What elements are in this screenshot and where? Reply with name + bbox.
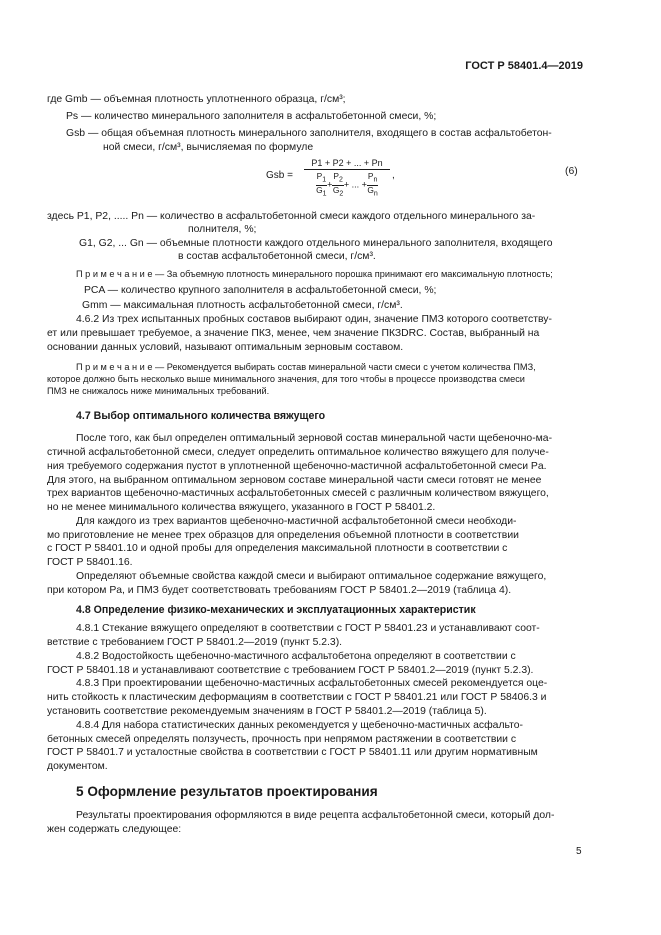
page-number: 5 [576,846,582,857]
s47-p1-l3: ния требуемого содержания пустот в уплотненной щебеночно-мастичной асфальтобетонной смеси Pa. [47,461,547,472]
formula-denominator: $\frac{P_1}{G_1}$ + $\frac{P_2}{G_2}$ + ... + $\frac{P_n}{G_n}$ [316,171,378,198]
section-4-7-title: 4.7 Выбор оптимального количества вяжущего [76,410,326,422]
s48-p3-l2: нить стойкость к пластическим деформациям в соответствии с ГОСТ Р 58401.21 или ГОСТ Р 58406.3 и [47,692,547,703]
s47-p2-l2: мо приготовление не менее трех образцов для определения объемной плотности в соответствии [47,530,519,541]
s47-p3-l2: при котором Pa, и ПМЗ будет соответствовать требованиям ГОСТ Р 58401.2—2019 (таблица 4). [47,585,512,596]
s48-p4-l1: 4.8.4 Для набора статистических данных рекомендуется у щебеночно-мастичных асфальто- [76,720,523,731]
s5-p1-l2: жен содержать следующее: [47,824,182,835]
note-mineral-powder: П р и м е ч а н и е — За объемную плотность минерального порошка принимают его максимальную плотность; [76,269,553,279]
p462-line2: ет или превышает требуемое, а значение ПКЗ, менее, чем значение ПКЗDRC. Состав, выбранный на [47,328,540,339]
note2-line2: которое должно быть несколько выше минимального значения, для того чтобы в процессе производства смеси [47,374,525,384]
s48-p2-l2: ГОСТ Р 58401.18 и устанавливают соответствие с требованием ГОСТ Р 58401.2—2019 (пункт 5.2.3). [47,665,534,676]
formula-gsb: Gsb = P1 + P2 + ... + Pn $\frac{P_1}{G_1}$ + $\frac{P_2}{G_2}$ + ... + $\frac{P_n}{G_n}$ , [266,158,395,198]
p462-line3: основании данных условий, называют оптимальным зерновым составом. [47,342,404,353]
section-5-title: 5 Оформление результатов проектирования [76,784,378,799]
s47-p1-l4: Для этого, на выбранном оптимальном зерновом составе минеральной части смеси готовят не менее [47,475,542,486]
def-gsb-line1: Gsb — общая объемная плотность минерального заполнителя, входящего в состав асфальтобетон- [66,128,552,139]
s48-p3-l3: установить соответствие рекомендуемым значениям в ГОСТ Р 58401.2—2019 (таблица 5). [47,706,487,717]
where-p-line2: полнителя, %; [188,224,257,235]
s48-p1-l2: ветствие с требованием ГОСТ Р 58401.2—2019 (пункт 5.2.3). [47,637,343,648]
def-gmb: где Gmb — объемная плотность уплотненного образца, г/см³; [47,94,346,105]
formula-lhs: Gsb = [266,170,293,181]
s47-p1-l2: стичной асфальтобетонной смеси, следует определить оптимальное количество вяжущего для получе- [47,447,549,458]
s47-p1-l1: После того, как был определен оптимальный зерновой состав минеральной части щебеночно-ма- [76,433,553,444]
note2-line3: ПМЗ не снижалось ниже минимальных требований. [47,386,270,396]
s47-p2-l4: ГОСТ Р 58401.16. [47,557,133,568]
note2-line1: П р и м е ч а н и е — Рекомендуется выбирать состав минеральной части смеси с учетом количества ПМЗ, [76,362,536,372]
s48-p4-l3: ГОСТ Р 58401.7 и усталостные свойства в соответствии с ГОСТ Р 58401.11 или другим нормативным [47,747,538,758]
s5-p1-l1: Результаты проектирования оформляются в виде рецепта асфальтобетонной смеси, который дол- [76,810,555,821]
def-gsb-line2: ной смеси, г/см³, вычисляемая по формуле [103,142,314,153]
s47-p1-l6: но не менее минимального количества вяжущего, указанного в ГОСТ Р 58401.2. [47,502,436,513]
where-p-line1: здесь P1, P2, ..... Pn — количество в асфальтобетонной смеси каждого отдельного минерального за- [47,211,536,222]
where-g-line2: в состав асфальтобетонной смеси, г/см³. [178,251,376,262]
s48-p4-l2: бетонных смесей определять ползучесть, прочность при непрямом растяжении в соответствии с [47,734,517,745]
s47-p2-l1: Для каждого из трех вариантов щебеночно-мастичной асфальтобетонной смеси необходи- [76,516,517,527]
s47-p2-l3: с ГОСТ Р 58401.10 и одной пробы для определения максимальной плотности в соответствии с [47,543,508,554]
where-g-line1: G1, G2, ... Gn — объемные плотности каждого отдельного минерального заполнителя, входящего [79,238,553,249]
def-pca: PCA — количество крупного заполнителя в асфальтобетонной смеси, %; [84,285,437,296]
equation-number: (6) [565,166,578,177]
s48-p3-l1: 4.8.3 При проектировании щебеночно-мастичных асфальтобетонных смесей рекомендуется оце- [76,678,548,689]
formula-numerator: P1 + P2 + ... + Pn [304,158,390,170]
s47-p3-l1: Определяют объемные свойства каждой смеси и выбирают оптимальное содержание вяжущего, [76,571,547,582]
s48-p2-l1: 4.8.2 Водостойкость щебеночно-мастичного асфальтобетона определяют в соответствии с [76,651,516,662]
s48-p4-l4: документом. [47,761,108,772]
section-4-8-title: 4.8 Определение физико-механических и эксплуатационных характеристик [76,604,476,616]
document-header: ГОСТ Р 58401.4—2019 [465,60,583,72]
s48-p1-l1: 4.8.1 Стекание вяжущего определяют в соответствии с ГОСТ Р 58401.23 и устанавливают соот- [76,623,540,634]
s47-p1-l5: трех вариантов щебеночно-мастичных асфальтобетонных смесей с различным количеством вяжущего, [47,488,549,499]
p462-line1: 4.6.2 Из трех испытанных пробных составов выбирают один, значение ПМЗ которого соответству- [76,314,552,325]
def-gmm: Gmm — максимальная плотность асфальтобетонной смеси, г/см³. [82,300,403,311]
def-ps: Ps — количество минерального заполнителя в асфальтобетонной смеси, %; [66,111,437,122]
